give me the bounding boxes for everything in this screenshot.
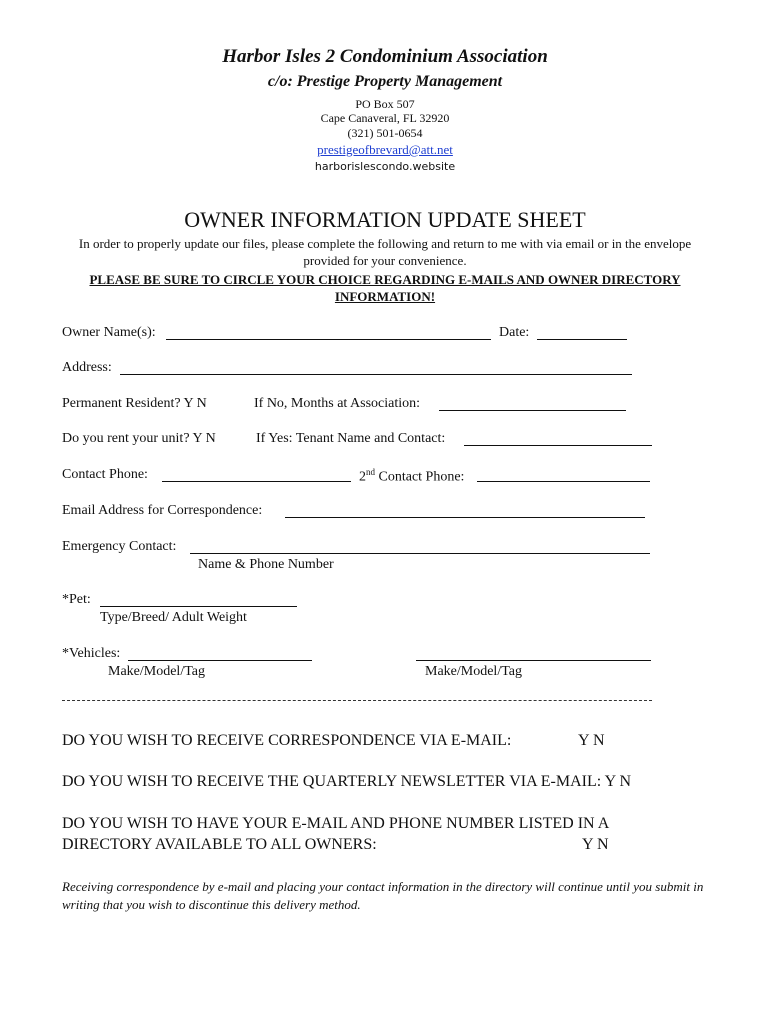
page-title: OWNER INFORMATION UPDATE SHEET [184, 207, 586, 232]
correspondence-question: DO YOU WISH TO RECEIVE CORRESPONDENCE VIA E-MAIL: [62, 732, 512, 749]
email-link[interactable]: prestigeofbrevard@att.net [317, 142, 453, 157]
second-sup: nd [366, 467, 375, 477]
permanent-resident-label[interactable]: Permanent Resident? Y N [62, 396, 207, 411]
pet-hint: Type/Breed/ Adult Weight [100, 610, 247, 625]
intro-text: In order to properly update our files, please complete the following and return to me with via email or in the envelope provided for your convenience. [78, 236, 692, 268]
vehicle-1-field[interactable] [128, 660, 312, 661]
po-box: PO Box 507 [355, 97, 415, 111]
city-line: Cape Canaveral, FL 32920 [320, 111, 450, 125]
emergency-contact-field[interactable] [190, 553, 650, 554]
phone-line: (321) 501-0654 [347, 126, 423, 140]
directory-question-line1: DO YOU WISH TO HAVE YOUR E-MAIL AND PHONE NUMBER LISTED IN A [62, 815, 610, 832]
tenant-field[interactable] [464, 445, 652, 446]
pet-label: *Pet: [62, 592, 91, 607]
newsletter-question[interactable]: DO YOU WISH TO RECEIVE THE QUARTERLY NEWSLETTER VIA E-MAIL: Y N [62, 773, 632, 790]
address-label: Address: [62, 360, 112, 375]
vehicles-label: *Vehicles: [62, 646, 121, 661]
website-line: harborislescondo.website [314, 160, 456, 173]
second-rest: Contact Phone: [375, 469, 465, 485]
date-label: Date: [499, 325, 530, 340]
months-field[interactable] [439, 410, 626, 411]
address-field[interactable] [120, 374, 632, 375]
email-correspondence-field[interactable] [285, 517, 645, 518]
email-correspondence-label: Email Address for Correspondence: [62, 503, 263, 518]
correspondence-yn[interactable]: Y N [578, 732, 605, 749]
email-link-wrap [0, 142, 770, 158]
vehicle-1-hint: Make/Model/Tag [108, 664, 205, 679]
rent-unit-label[interactable]: Do you rent your unit? Y N [62, 431, 216, 446]
emergency-hint: Name & Phone Number [198, 557, 334, 572]
contact-phone-label: Contact Phone: [62, 467, 148, 482]
second-contact-phone-label [359, 467, 464, 486]
delivery-note: Receiving correspondence by e-mail and placing your contact information in the directory will continue until you submit in writing that you wish to discontinue this delivery method. [62, 879, 704, 912]
circle-choice-notice: PLEASE BE SURE TO CIRCLE YOUR CHOICE REGARDING E-MAILS AND OWNER DIRECTORY INFORMATION! [89, 272, 681, 304]
owner-names-label: Owner Name(s): [62, 325, 156, 340]
months-label: If No, Months at Association: [254, 396, 421, 411]
second-num: 2 [359, 469, 366, 485]
date-field[interactable] [537, 339, 627, 340]
second-contact-phone-field[interactable] [477, 481, 650, 482]
association-name: Harbor Isles 2 Condominium Association [222, 46, 548, 67]
directory-yn[interactable]: Y N [582, 836, 609, 853]
vehicle-2-field[interactable] [416, 660, 651, 661]
contact-phone-field[interactable] [162, 481, 351, 482]
care-of-line: c/o: Prestige Property Management [267, 73, 503, 90]
directory-question-line2: DIRECTORY AVAILABLE TO ALL OWNERS: [62, 836, 377, 853]
emergency-contact-label: Emergency Contact: [62, 539, 177, 554]
pet-field[interactable] [100, 606, 297, 607]
vehicle-2-hint: Make/Model/Tag [425, 664, 522, 679]
owner-names-field[interactable] [166, 339, 491, 340]
tenant-label: If Yes: Tenant Name and Contact: [256, 431, 446, 446]
dashed-divider [62, 700, 652, 701]
